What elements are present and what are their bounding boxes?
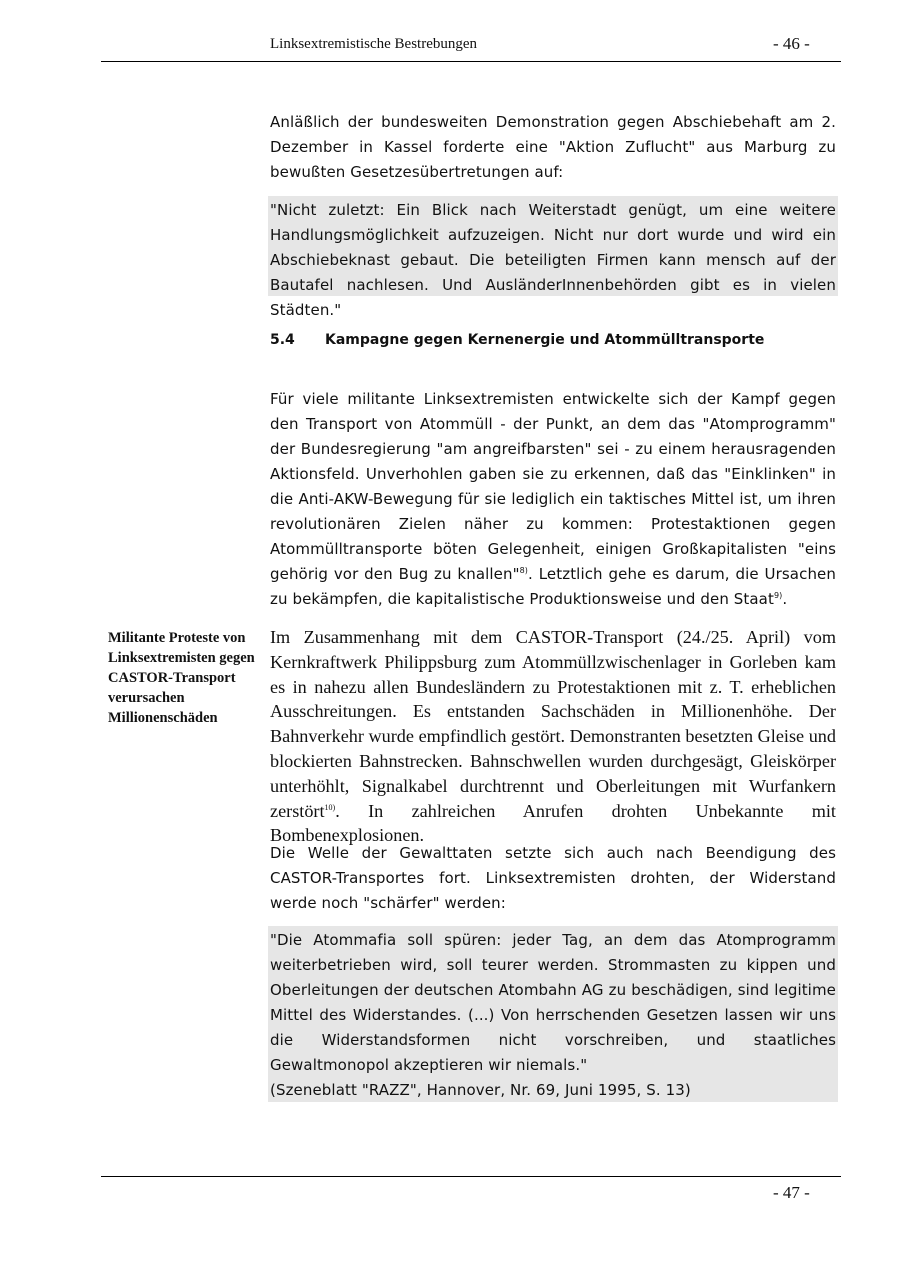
quote-text: "Nicht zuletzt: Ein Blick nach Weiterstadt genügt, um eine weitere Handlungsmöglichkeit aufzuzeigen. Nicht nur dort wurde und wird ein Abschiebeknast gebaut. Die beteiligten Firmen kann mensch auf der Bautafel nachlesen. Und AusländerInnenbehörden gibt es in vielen Städten." — [270, 201, 836, 319]
paragraph-gewalttaten: Die Welle der Gewalttaten setzte sich auch nach Beendigung des CASTOR-Transportes fort. Linksextremisten drohten, der Widerstand werde noch "schärfer" werden: — [270, 844, 836, 912]
footnote-ref: 10) — [324, 802, 336, 812]
footer-rule — [101, 1176, 841, 1177]
footer-page-number: - 47 - — [773, 1183, 810, 1202]
running-header-title: Linksextremistische Bestrebungen — [270, 36, 478, 52]
paragraph-text: . — [782, 590, 788, 608]
section-title: Kampagne gegen Kernenergie und Atommülltransporte — [325, 332, 765, 348]
paragraph-castor — [270, 625, 836, 848]
paragraph-demonstration: Anläßlich der bundesweiten Demonstration gegen Abschiebehaft am 2. Dezember in Kassel forderte eine "Aktion Zuflucht" aus Marburg zu bewußten Gesetzesübertretungen auf: — [270, 113, 836, 181]
quote-block-atommafia — [268, 926, 838, 1102]
paragraph-text: . Letztlich gehe es darum, die Ursachen zu bekämpfen, die kapitalistische Produktionsweise und den Staat — [270, 565, 836, 608]
margin-note: Militante Proteste von Linksextremisten gegen CASTOR-Transport verursachen Millionenschäden — [108, 630, 255, 726]
section-heading — [270, 332, 764, 348]
quote-source: (Szeneblatt "RAZZ", Hannover, Nr. 69, Juni 1995, S. 13) — [270, 1081, 691, 1099]
section-number: 5.4 — [270, 332, 295, 348]
paragraph-text: . In zahlreichen Anrufen drohten Unbekannte mit Bombenexplosionen. — [270, 800, 836, 846]
header-rule — [101, 61, 841, 62]
paragraph-text: Im Zusammenhang mit dem CASTOR-Transport (24./25. April) vom Kernkraftwerk Philippsburg zum Atommüllzwischenlager in Gorleben kam es in nahezu allen Bundesländern zu Protestaktionen mit z. T. erheblichen Ausschreitungen. Es entstanden Sachschäden in Millionenhöhe. Der Bahnverkehr wurde empfindlich gestört. Demonstranten besetzten Gleise und blockierten Bahnstrecken. Bahnschwellen wurden durchgesägt, Gleiskörper unterhöhlt, Signalkabel durchtrennt und Oberleitungen mit Wurfankern zerstört — [270, 627, 836, 821]
footnote-ref: 9) — [773, 591, 783, 600]
paragraph-text: Für viele militante Linksextremisten entwickelte sich der Kampf gegen den Transport von Atommüll - der Punkt, an dem das "Atomprogramm" der Bundesregierung "am angreifbarsten" sei - zu einem herausragenden Aktionsfeld. Unverhohlen gaben sie zu erkennen, daß das "Einklinken" in die Anti-AKW-Bewegung für sie lediglich ein taktisches Mittel ist, um ihren revolutionären Zielen näher zu kommen: Protestaktionen gegen Atommülltransporte böten Gelegenheit, einigen Großkapitalisten "eins gehörig vor den Bug zu knallen" — [270, 390, 836, 583]
quote-block-weiterstadt — [268, 196, 838, 319]
paragraph-atommuell — [270, 387, 836, 612]
footnote-ref: 8) — [519, 566, 529, 575]
quote-text: "Die Atommafia soll spüren: jeder Tag, an dem das Atomprogramm weiterbetrieben wird, soll teurer werden. Strommasten zu kippen und Oberleitungen der deutschen Atombahn AG zu beschädigen, sind legitime Mittel des Widerstandes. (...) Von herrschenden Gesetzen lassen wir uns die Widerstandsformen nicht vorschreiben, und staatliches Gewaltmonopol akzeptieren wir niemals." — [270, 931, 836, 1074]
header-page-number: - 46 - — [773, 34, 810, 53]
